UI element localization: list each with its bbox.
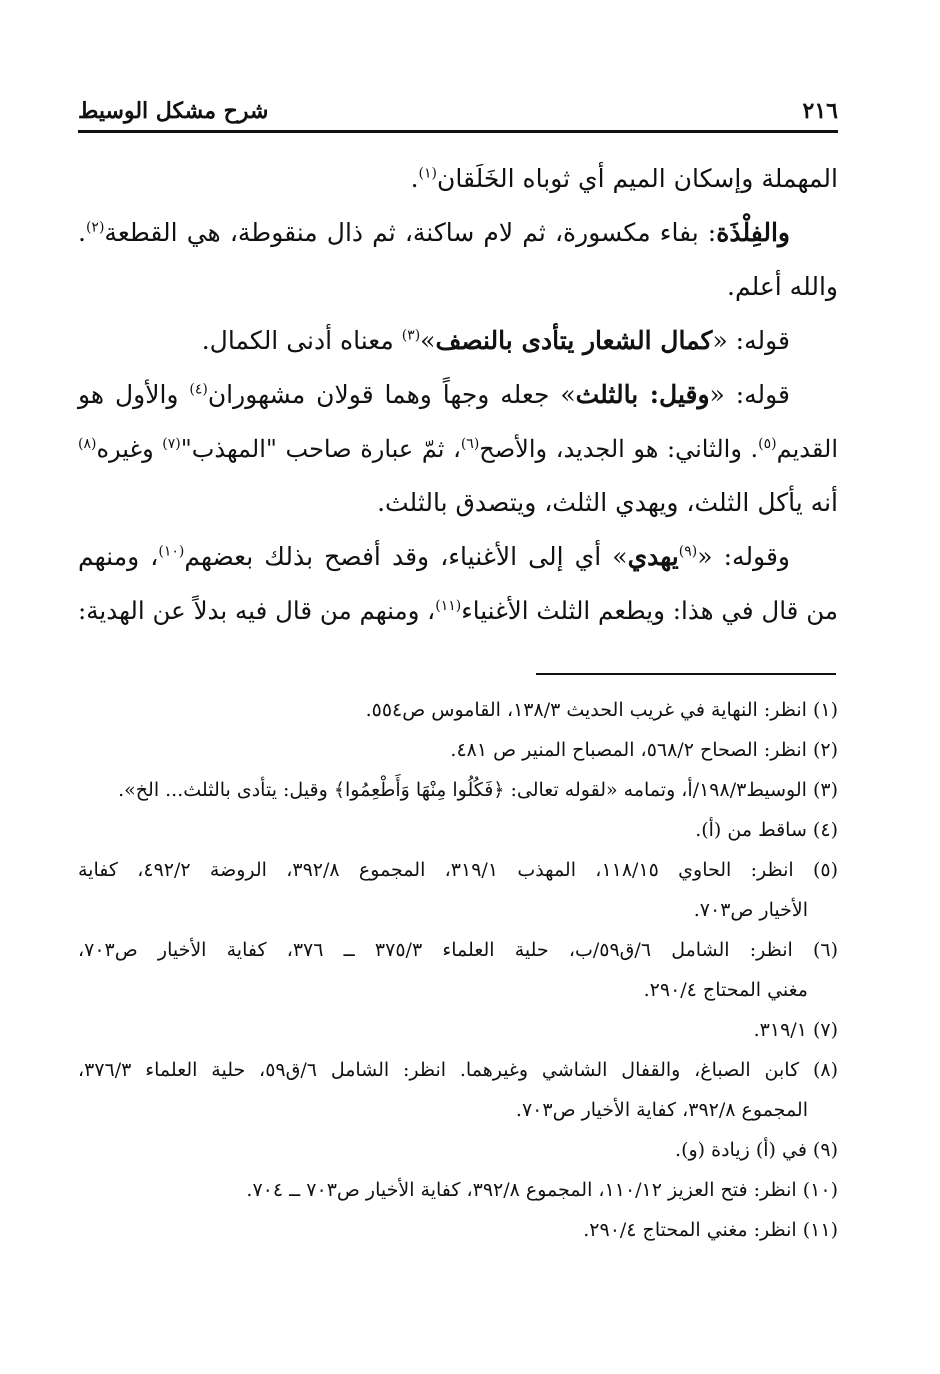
footnote-6-cont: مغني المحتاج ٢٩٠/٤.: [643, 979, 808, 1001]
footnote-ref: (١١): [435, 597, 462, 614]
footnote-8: (٨) كابن الصباغ، والقفال الشاشي وغيرهما. انظر: الشامل ٦/ق٥٩، حلية العلماء ٣٧٦/٣،: [78, 1059, 838, 1081]
footnote-5: (٥) انظر: الحاوي ١١٨/١٥، المهذب ٣١٩/١، المجموع ٣٩٢/٨، الروضة ٤٩٢/٢، كفاية: [78, 859, 839, 881]
text-span: والله أعلم.: [727, 272, 838, 301]
text-span: من قال في هذا: ويطعم الثلث الأغنياء: [461, 596, 838, 625]
footnote-1: (١) انظر: النهاية في غريب الحديث ١٣٨/٣، القاموس ص٥٥٤.: [365, 699, 838, 721]
footnote-9: (٩) في (أ) زيادة (و).: [675, 1139, 838, 1161]
footnote-ref: (١٠): [158, 543, 185, 560]
footnote-ref: (٩): [678, 543, 698, 560]
text-span: »: [420, 326, 436, 355]
running-title: شرح مشكل الوسيط: [78, 98, 269, 124]
footnote-4: (٤) ساقط من (أ).: [695, 819, 838, 841]
footnote-divider: [536, 673, 836, 675]
text-span: أنه يأكل الثلث، ويهدي الثلث، ويتصدق بالثلث.: [377, 488, 838, 517]
footnote-ref: (٤): [189, 381, 208, 398]
text-line-6: [78, 422, 838, 476]
text-span: قوله: «: [712, 326, 790, 355]
text-span: المهملة وإسكان الميم أي ثوباه الخَلَقان: [436, 164, 838, 193]
quoted-phrase: يهدي: [627, 542, 679, 571]
page-number: ٢١٦: [802, 98, 838, 124]
text-line-8: [78, 530, 838, 584]
text-span: : بفاء مكسورة، ثم لام ساكنة، ثم ذال منقوطة، هي القطعة: [104, 218, 717, 247]
footnote-ref: (٦): [460, 436, 480, 452]
footnote-ref: (٧): [162, 436, 181, 452]
page-header: [78, 92, 838, 133]
text-line-1: المهملة وإسكان الميم أي ثوباه الخَلَقان$^{(١)}$.: [410, 164, 838, 193]
footnote-7: (٧) ٣١٩/١.: [753, 1019, 838, 1041]
footnote-ref: (٣): [401, 327, 421, 344]
text-span: وغيره: [96, 435, 163, 463]
text-span: والأول هو: [78, 380, 190, 409]
text-span: ، ومنهم من قال فيه بدلاً عن الهدية:: [78, 596, 436, 625]
footnote-6: (٦) انظر: الشامل ٦/ق٥٩/ب، حلية العلماء ٣٧٥/٣ ــ ٣٧٦، كفاية الأخيار ص٧٠٣،: [78, 939, 838, 961]
quoted-phrase: وقيل: بالثلث: [575, 380, 710, 409]
text-span: معناه أدنى الكمال.: [201, 326, 402, 355]
text-line-7: [78, 476, 838, 530]
footnote-11: (١١) انظر: مغني المحتاج ٢٩٠/٤.: [583, 1219, 838, 1241]
text-span: ، ومنهم: [78, 542, 159, 571]
text-line-3: [78, 260, 838, 314]
text-span: وقوله: «: [697, 542, 791, 571]
text-span: جعله وجهاً وهما قولان مشهوران: [207, 380, 561, 409]
footnote-ref: (٥): [758, 436, 777, 452]
main-text: [78, 152, 838, 638]
text-span: »: [560, 380, 576, 409]
footnote-ref: (٨): [78, 436, 97, 452]
quoted-phrase: كمال الشعار يتأدى بالنصف: [435, 326, 713, 355]
text-line-5: [78, 368, 838, 422]
footnote-3: (٣) الوسيط١٩٨/٣/أ، وتمامه «لقوله تعالى: ﴿فَكُلُوا مِنْهَا وَأَطْعِمُوا﴾ وقيل: يتأدى بالثلث... الخ».: [118, 779, 838, 801]
text-span: . والثاني: هو الجديد، والأصح: [479, 435, 759, 463]
text-span: قوله: «: [709, 380, 790, 409]
defined-term: والفِلْذَة: [716, 218, 790, 247]
text-line-9: [78, 584, 838, 638]
footnote-2: (٢) انظر: الصحاح ٥٦٨/٢، المصباح المنير ص ٤٨١.: [450, 739, 838, 761]
text-span: »: [612, 542, 628, 571]
footnote-10: (١٠) انظر: فتح العزيز ١١٠/١٢، المجموع ٣٩٢/٨، كفاية الأخيار ص٧٠٣ ــ ٧٠٤.: [246, 1179, 838, 1201]
footnotes: [78, 690, 838, 1250]
footnote-8-cont: المجموع ٣٩٢/٨، كفاية الأخيار ص٧٠٣.: [515, 1099, 808, 1121]
footnote-5-cont: الأخيار ص٧٠٣.: [693, 899, 808, 921]
footnote-ref: (١): [418, 165, 437, 182]
text-span: القديم: [776, 435, 838, 463]
text-line-4: [78, 314, 838, 368]
footnote-ref: (٢): [85, 219, 105, 236]
text-line-2: والفِلْذَة: بفاء مكسورة، ثم لام ساكنة، ثم ذال منقوطة، هي القطعة$^{(٢)}$.: [78, 218, 790, 247]
text-span: أي إلى الأغنياء، وقد أفصح بذلك بعضهم: [184, 542, 613, 571]
text-span: ، ثمّ عبارة صاحب "المهذب": [180, 435, 461, 463]
